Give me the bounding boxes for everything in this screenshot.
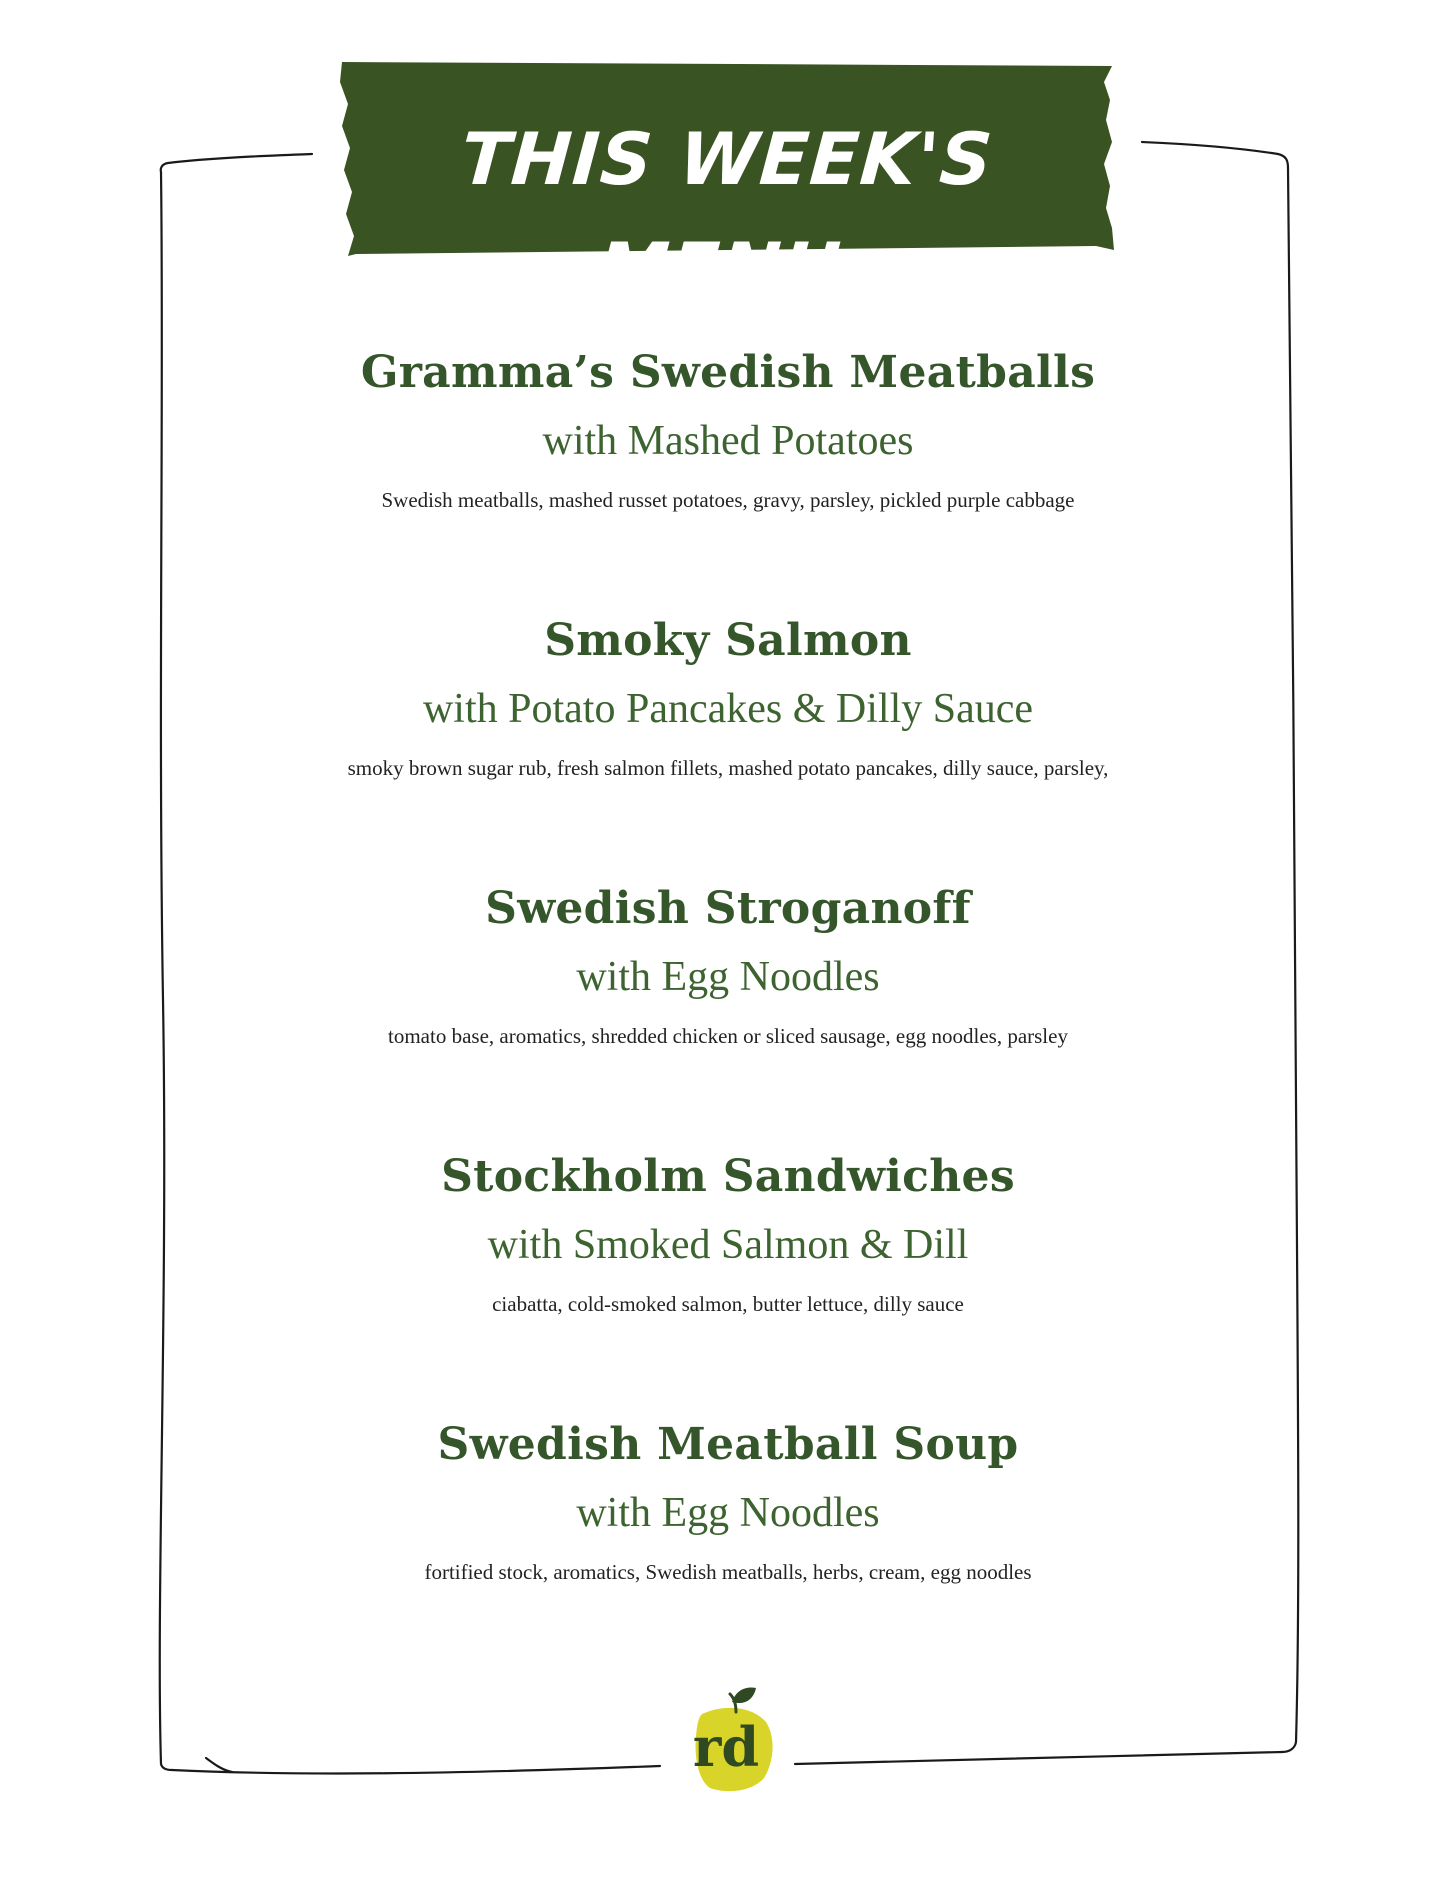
menu-title: THIS WEEK'S MENU (458, 117, 996, 311)
dish-description: tomato base, aromatics, shredded chicken or sliced sausage, egg noodles, parsley (388, 1024, 1068, 1048)
menu-list (200, 345, 1256, 1685)
dish-name: Swedish Stroganoff (485, 883, 971, 934)
lemon-logo-icon (672, 1684, 784, 1796)
menu-item (200, 1417, 1256, 1685)
dish-name: Stockholm Sandwiches (441, 1151, 1015, 1202)
menu-item (200, 345, 1256, 613)
dish-subtitle: with Egg Noodles (576, 1490, 880, 1536)
menu-item (200, 881, 1256, 1149)
dish-subtitle: with Egg Noodles (576, 954, 880, 1000)
dish-subtitle: with Mashed Potatoes (542, 418, 914, 464)
dish-description: fortified stock, aromatics, Swedish meatballs, herbs, cream, egg noodles (424, 1560, 1032, 1584)
dish-name: Smoky Salmon (544, 615, 912, 666)
dish-name: Swedish Meatball Soup (437, 1419, 1019, 1470)
logo-text: rd (692, 1715, 760, 1779)
dish-description: ciabatta, cold-smoked salmon, butter lettuce, dilly sauce (492, 1292, 964, 1316)
dish-description: smoky brown sugar rub, fresh salmon fillets, mashed potato pancakes, dilly sauce, parsley, (347, 756, 1109, 780)
dish-name: Gramma’s Swedish Meatballs (360, 347, 1096, 398)
dish-subtitle: with Smoked Salmon & Dill (487, 1222, 969, 1268)
menu-item (200, 613, 1256, 881)
menu-item (200, 1149, 1256, 1417)
dish-subtitle: with Potato Pancakes & Dilly Sauce (422, 686, 1034, 732)
dish-description: Swedish meatballs, mashed russet potatoes, gravy, parsley, pickled purple cabbage (381, 488, 1075, 512)
